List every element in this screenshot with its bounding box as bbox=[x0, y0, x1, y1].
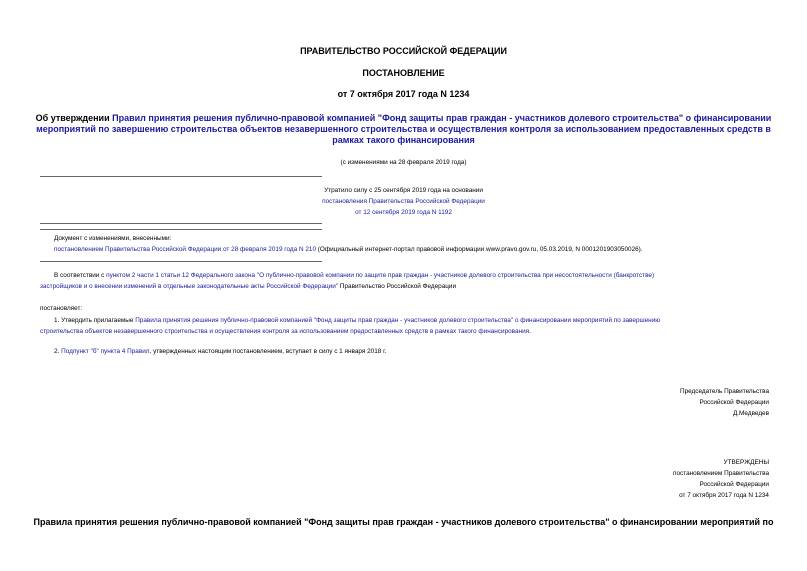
government-name: ПРАВИТЕЛЬСТВО РОССИЙСКОЙ ФЕДЕРАЦИИ bbox=[300, 46, 507, 56]
rules-link-continued[interactable]: строительства объектов незавершенного строительства и осуществления контроля за использованием предоставленных средств в рамках такого финансирования bbox=[40, 328, 530, 335]
divider bbox=[40, 229, 322, 230]
document-date: от 7 октября 2017 года N 1234 bbox=[337, 89, 470, 99]
approved-by: постановлением Правительства bbox=[673, 470, 769, 477]
approved-heading: УТВЕРЖДЕНЫ bbox=[723, 459, 769, 466]
subpoint-link[interactable]: Подпункт "б" пункта 4 Правил bbox=[61, 348, 150, 355]
divider bbox=[40, 223, 322, 224]
item-1-line-2 bbox=[40, 326, 770, 337]
signature-title: Председатель Правительства bbox=[680, 388, 769, 395]
rules-title: Правила принятия решения публично-правовой компанией "Фонд защиты прав граждан - участников долевого строительства" о финансировании мероприятий по bbox=[33, 517, 774, 527]
preamble bbox=[40, 270, 770, 292]
lost-force-link-2[interactable]: от 12 сентября 2019 года N 1192 bbox=[355, 209, 452, 216]
document-type: ПОСТАНОВЛЕНИЕ bbox=[362, 68, 445, 78]
title-link-line-3[interactable]: рамках такого финансирования bbox=[332, 135, 475, 145]
changes-link[interactable]: постановлением Правительства Российской Федерации от 28 февраля 2019 года N 210 bbox=[54, 246, 317, 253]
title-link-line-2[interactable]: мероприятий по завершению строительства объектов незавершенного строительства и осуществления контроля за использованием предоставленных средств в bbox=[36, 124, 771, 134]
divider bbox=[40, 261, 322, 262]
signature-country: Российской Федерации bbox=[699, 399, 769, 406]
approved-block bbox=[469, 457, 769, 501]
item-2-number: 2. bbox=[54, 348, 62, 355]
preamble-end: Правительство Российской Федерации bbox=[338, 283, 457, 290]
lost-force-link-1[interactable]: постановления Правительства Российской Федерации bbox=[322, 198, 485, 205]
preamble-line-1 bbox=[40, 270, 770, 281]
item-1-start: 1. Утвердить прилагаемые bbox=[54, 317, 136, 324]
item-2 bbox=[54, 346, 386, 357]
item-1-end: . bbox=[529, 328, 531, 335]
preamble-start: В соответствии с bbox=[54, 272, 107, 279]
approved-date: от 7 октября 2017 года N 1234 bbox=[679, 492, 769, 499]
changes-label: Документ с изменениями, внесенными: bbox=[54, 235, 172, 242]
item-1-line-1 bbox=[40, 315, 770, 326]
changes-line bbox=[54, 244, 794, 255]
divider bbox=[40, 176, 322, 177]
preamble-line-2 bbox=[40, 281, 770, 292]
approved-country: Российской Федерации bbox=[699, 481, 769, 488]
lost-force-line: Утратило силу с 25 сентября 2019 года на основании bbox=[324, 187, 483, 194]
signature-name: Д.Медведев bbox=[732, 410, 769, 417]
changes-block bbox=[54, 233, 794, 255]
signature-block bbox=[469, 386, 769, 419]
document-title bbox=[0, 113, 807, 146]
changes-rest: (Официальный интернет-портал правовой информации www.pravo.gov.ru, 05.03.2019, N 0001201903050026). bbox=[316, 246, 643, 253]
rules-link[interactable]: Правила принятия решения публично-правовой компанией "Фонд защиты прав граждан - участников долевого строительства" о финансировании мероприятий по завершению bbox=[135, 317, 661, 324]
item-1 bbox=[40, 315, 770, 337]
law-link-continued[interactable]: застройщиков и о внесении изменений в отдельные законодательные акты Российской Федерации" bbox=[40, 283, 339, 290]
lost-force-notice bbox=[0, 185, 807, 218]
law-link[interactable]: пунктом 2 части 1 статьи 12 Федерального закона "О публично-правовой компании по защите прав граждан - участников долевого строительства при несостоятельности (банкротстве) bbox=[106, 272, 655, 279]
title-line-1 bbox=[0, 113, 807, 124]
item-2-rest: , утвержденных настоящим постановлением, вступает в силу с 1 января 2018 г. bbox=[149, 348, 387, 355]
title-link[interactable]: Правил принятия решения публично-правовой компанией "Фонд защиты прав граждан - участников долевого строительства" о финансировании bbox=[112, 113, 772, 123]
decides-text: постановляет: bbox=[40, 305, 83, 312]
amended-note: (с изменениями на 28 февраля 2019 года) bbox=[340, 159, 467, 166]
title-prefix: Об утверждении bbox=[35, 113, 113, 123]
